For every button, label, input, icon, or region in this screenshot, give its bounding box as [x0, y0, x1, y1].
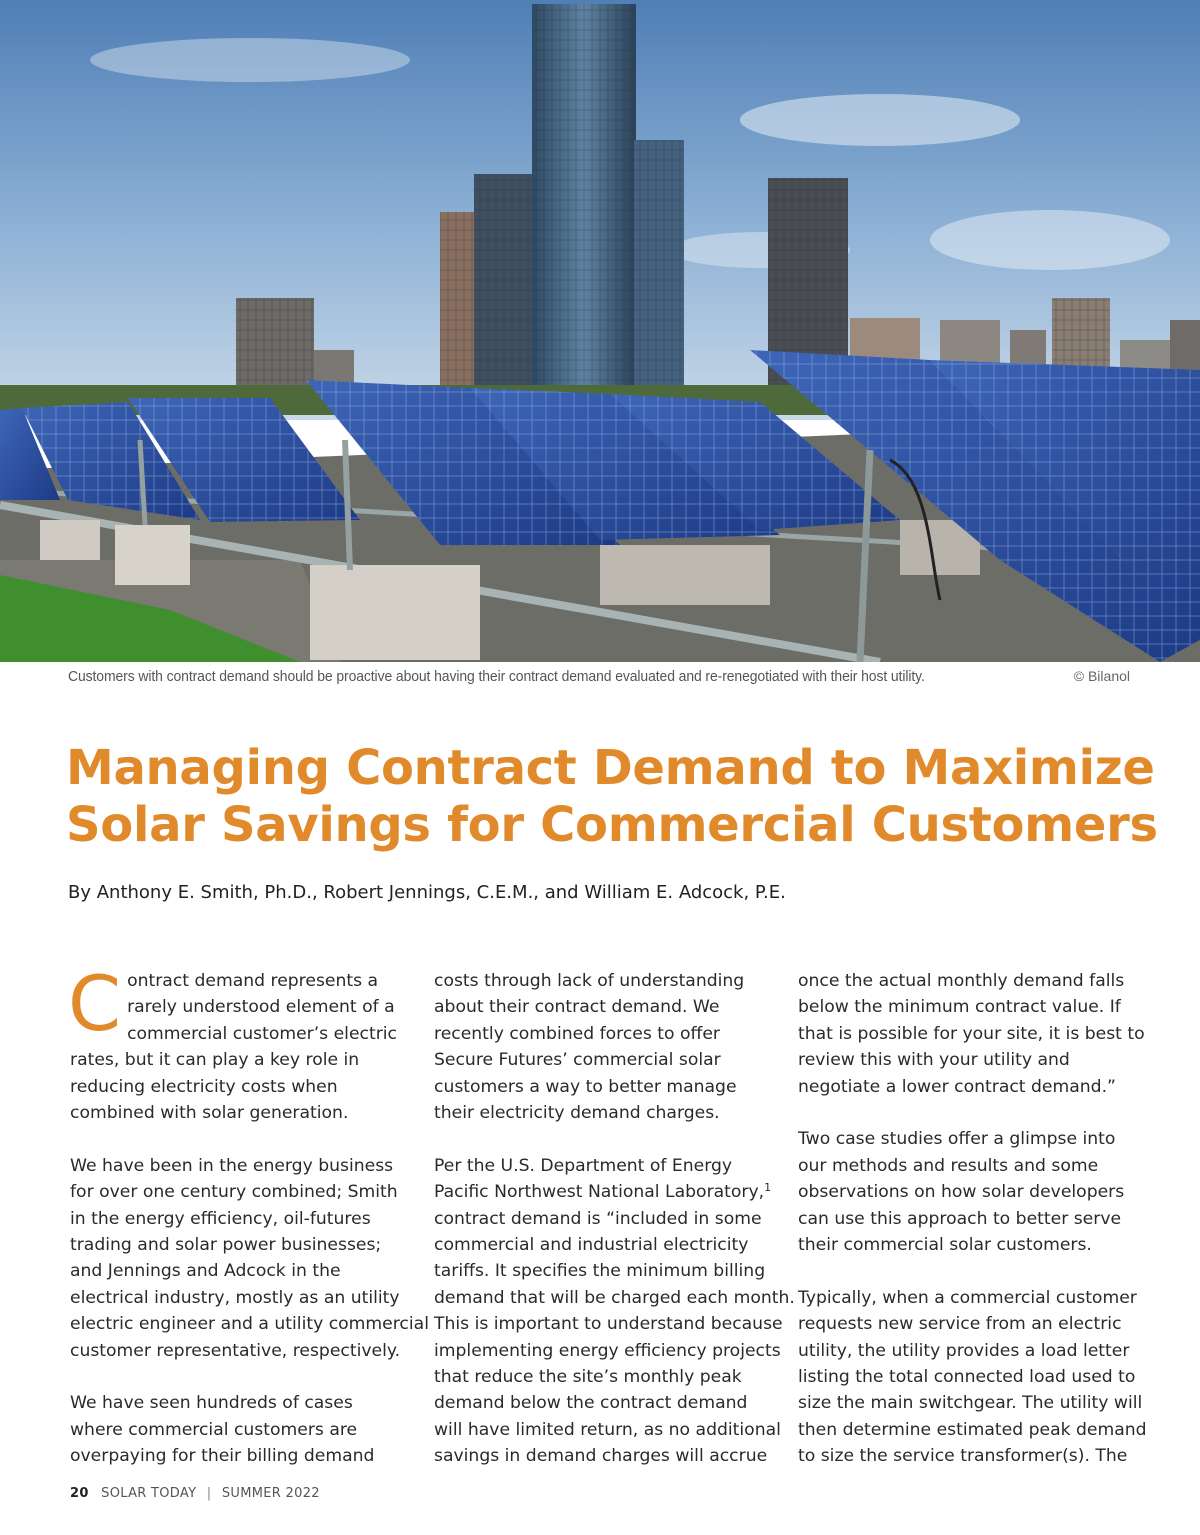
text-line: below the minimum contract value. If: [798, 997, 1121, 1018]
text-line: commercial and industrial electricity: [434, 1235, 749, 1256]
text-line: utility, the utility provides a load letter: [798, 1340, 1130, 1361]
text-line: combined with solar generation.: [70, 1103, 349, 1124]
article-title-line-2: Solar Savings for Commercial Customers: [66, 797, 1158, 853]
text-line: This is important to understand because: [434, 1314, 783, 1335]
text-line: tariffs. It specifies the minimum billing: [434, 1261, 766, 1282]
photo-caption: Customers with contract demand should be proactive about having their contract demand evaluated and re-renegotiated with their host utility.: [68, 668, 925, 685]
body-column-2: [434, 968, 795, 1496]
text-line: Two case studies offer a glimpse into: [798, 1129, 1116, 1150]
paragraph: [798, 968, 1143, 1100]
text-line: contract demand is “included in some: [434, 1208, 762, 1229]
text-line: ontract demand represents a: [127, 971, 379, 991]
text-line: customer representative, respectively.: [70, 1340, 401, 1361]
text-line: to size the service transformer(s). The: [798, 1446, 1128, 1467]
text-line: our methods and results and some: [798, 1155, 1099, 1176]
page-number: 20: [70, 1486, 89, 1501]
text-line: once the actual monthly demand falls: [798, 971, 1125, 991]
text-line: electric engineer and a utility commercial: [70, 1314, 429, 1335]
text-line: customers a way to better manage: [434, 1076, 737, 1097]
paragraph: [70, 1390, 415, 1469]
solar-panels-skyline-illustration: [0, 0, 1200, 662]
text-line: rarely understood element of a: [127, 997, 395, 1018]
text-line: demand that will be charged each month.: [434, 1287, 795, 1308]
text-line: electrical industry, mostly as an utility: [70, 1287, 400, 1308]
article-title-line-1: Managing Contract Demand to Maximize: [66, 740, 1155, 796]
text-line: observations on how solar developers: [798, 1182, 1125, 1203]
issue-label: SUMMER 2022: [221, 1486, 320, 1501]
text-line: We have seen hundreds of cases: [70, 1393, 353, 1414]
text-line: review this with your utility and: [798, 1050, 1070, 1071]
text-line: Secure Futures’ commercial solar: [434, 1050, 721, 1071]
text-line: implementing energy efficiency projects: [434, 1340, 781, 1361]
text-line: their commercial solar customers.: [798, 1235, 1092, 1256]
text-line: in the energy efficiency, oil-futures: [70, 1208, 371, 1229]
text-line: demand below the contract demand: [434, 1393, 748, 1414]
paragraph: [434, 1153, 795, 1470]
article-title: [66, 740, 1156, 854]
text-line: their electricity demand charges.: [434, 1103, 720, 1124]
drop-cap: C: [68, 959, 122, 1048]
paragraph: [68, 959, 415, 1126]
paragraph: [434, 968, 779, 1126]
text-line: Per the U.S. Department of Energy: [434, 1155, 733, 1176]
text-line: that reduce the site’s monthly peak: [434, 1367, 742, 1388]
text-line: requests new service from an electric: [798, 1314, 1122, 1335]
magazine-name: SOLAR TODAY: [101, 1486, 197, 1501]
text-line: recently combined forces to offer: [434, 1023, 720, 1044]
text-line: Typically, when a commercial customer: [798, 1287, 1137, 1308]
text-line: can use this approach to better serve: [798, 1208, 1122, 1229]
text-line: where commercial customers are: [70, 1419, 358, 1440]
text-line: We have been in the energy business: [70, 1155, 394, 1176]
text-line: [434, 1179, 779, 1205]
footnote-marker: 1: [764, 1181, 772, 1195]
text-line: size the main switchgear. The utility will: [798, 1393, 1143, 1414]
text-line: then determine estimated peak demand: [798, 1419, 1147, 1440]
text-line: commercial customer’s electric: [127, 1023, 398, 1044]
footer-separator: |: [206, 1486, 212, 1501]
text-line: overpaying for their billing demand: [70, 1446, 375, 1467]
text-line: listing the total connected load used to: [798, 1367, 1136, 1388]
paragraph: [70, 1153, 429, 1364]
text-line: that is possible for your site, it is best to: [798, 1023, 1145, 1044]
text-line: savings in demand charges will accrue: [434, 1446, 768, 1467]
paragraph: [798, 1285, 1147, 1470]
text-line-fragment: Pacific Northwest National Laboratory,: [434, 1182, 765, 1203]
hero-photo: [0, 0, 1200, 662]
page-footer: [70, 1486, 320, 1501]
text-line: will have limited return, as no additional: [434, 1419, 781, 1440]
photo-credit: © Bilanol: [1073, 668, 1130, 684]
text-line: trading and solar power businesses;: [70, 1235, 382, 1256]
text-line: rates, but it can play a key role in: [70, 1050, 360, 1071]
text-line: and Jennings and Adcock in the: [70, 1261, 341, 1282]
text-line: negotiate a lower contract demand.”: [798, 1076, 1116, 1097]
text-line: about their contract demand. We: [434, 997, 720, 1018]
body-column-1: [68, 959, 429, 1496]
paragraph: [798, 1126, 1143, 1258]
text-line: costs through lack of understanding: [434, 971, 745, 991]
body-column-3: [798, 968, 1147, 1496]
article-byline: By Anthony E. Smith, Ph.D., Robert Jennings, C.E.M., and William E. Adcock, P.E.: [68, 882, 786, 903]
text-line: reducing electricity costs when: [70, 1076, 338, 1097]
text-line: for over one century combined; Smith: [70, 1182, 398, 1203]
